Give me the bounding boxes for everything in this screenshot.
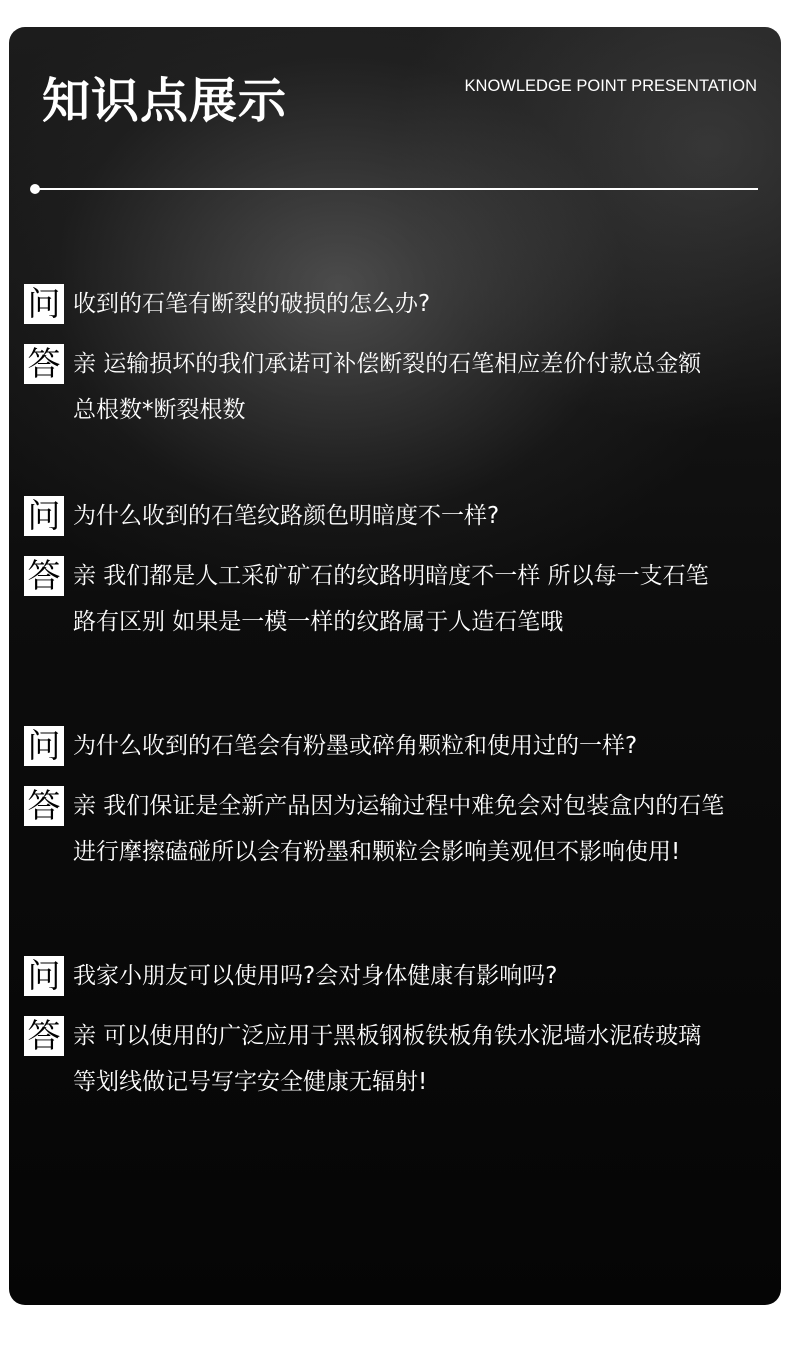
knowledge-card [9, 27, 781, 1305]
answer-line-1: 亲 运输损坏的我们承诺可补偿断裂的石笔相应差价付款总金额 [73, 351, 702, 377]
question-text: 为什么收到的石笔会有粉墨或碎角颗粒和使用过的一样? [73, 733, 638, 759]
page-subtitle: KNOWLEDGE POINT PRESENTATION [464, 77, 757, 95]
answer-line-1: 亲 可以使用的广泛应用于黑板钢板铁板角铁水泥墙水泥砖玻璃 [73, 1023, 702, 1049]
answer-badge: 答 [24, 786, 64, 826]
question-badge: 问 [24, 284, 64, 324]
answer-line-2: 总根数*断裂根数 [73, 397, 246, 423]
question-text: 为什么收到的石笔纹路颜色明暗度不一样? [73, 503, 500, 529]
question-badge: 问 [24, 496, 64, 536]
answer-line-1: 亲 我们都是人工采矿矿石的纹路明暗度不一样 所以每一支石笔 [73, 563, 709, 589]
question-text: 收到的石笔有断裂的破损的怎么办? [73, 291, 431, 317]
answer-line-2: 进行摩擦磕碰所以会有粉墨和颗粒会影响美观但不影响使用! [73, 839, 681, 865]
answer-line-1: 亲 我们保证是全新产品因为运输过程中难免会对包装盒内的石笔 [73, 793, 725, 819]
page-title: 知识点展示 [42, 73, 288, 129]
divider-line [33, 188, 758, 190]
answer-line-2: 等划线做记号写字安全健康无辐射! [73, 1069, 428, 1095]
answer-badge: 答 [24, 344, 64, 384]
divider-dot [30, 184, 40, 194]
question-badge: 问 [24, 726, 64, 766]
answer-badge: 答 [24, 556, 64, 596]
question-text: 我家小朋友可以使用吗?会对身体健康有影响吗? [73, 963, 558, 989]
answer-line-2: 路有区别 如果是一模一样的纹路属于人造石笔哦 [73, 609, 564, 635]
question-badge: 问 [24, 956, 64, 996]
answer-badge: 答 [24, 1016, 64, 1056]
